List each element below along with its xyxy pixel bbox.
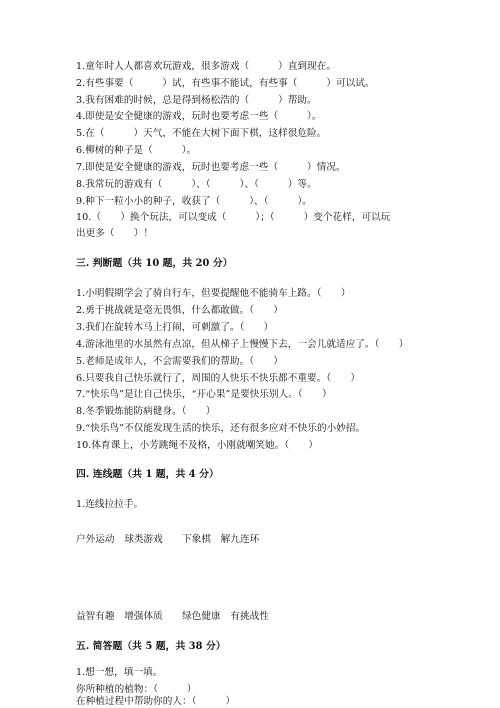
judge-item: 3.我们在旋转木马上打闹，可刺激了。（ ） bbox=[76, 322, 274, 333]
section-title-judge: 三. 判断题（共 10 题，共 20 分） bbox=[76, 258, 233, 269]
short-answer-line: 你所种植的植物：（ ） bbox=[76, 684, 197, 695]
fill-blank-item: 8.我常玩的游戏有（ ）、（ ）、（ ）等。 bbox=[76, 179, 317, 190]
fill-blank-item: 10.（ ）换个玩法，可以变成（ ）；（ ）变个花样，可以玩 bbox=[76, 212, 391, 223]
short-answer-question: 1.想一想，填一填。 bbox=[76, 667, 163, 678]
fill-blank-item: 5.在（ ）天气，不能在大树下面下棋，这样很危险。 bbox=[76, 128, 327, 139]
short-answer-line: 在种植过程中帮助你的人：（ ） bbox=[76, 696, 236, 707]
judge-item: 6.只要我自己快乐就行了，周围的人快乐不快乐都不重要。（ ） bbox=[76, 373, 361, 384]
judge-item: 10.体育课上，小芳跳绳不及格，小刚就嘲笑她。（ ） bbox=[76, 440, 319, 451]
fill-blank-item: 9.种下一粒小小的种子，收获了（ ）、（ ）。 bbox=[76, 196, 312, 207]
fill-blank-item: 出更多（ ）！ bbox=[76, 228, 154, 239]
section-title-connect: 四. 连线题（共 1 题，共 4 分） bbox=[76, 469, 219, 480]
fill-blank-item: 1.童年时人人都喜欢玩游戏，很多游戏（ ）直到现在。 bbox=[76, 61, 336, 72]
judge-item: 8.冬季锻炼能防病健身。（ ） bbox=[76, 406, 216, 417]
connect-bottom-row: 益智有趣 增强体质 绿色健康 有挑战性 bbox=[76, 611, 269, 622]
fill-blank-item: 2.有些事要（ ）试，有些事不能试，有些事（ ）可以试。 bbox=[76, 78, 375, 89]
section-title-short-answer: 五. 简答题（共 5 题，共 38 分） bbox=[76, 641, 226, 652]
judge-item: 4.游泳池里的水虽然有点凉，但从梯子上慢慢下去，一会儿就适应了。（ ） bbox=[76, 339, 409, 350]
fill-blank-item: 7.即使是安全健康的游戏，玩时也要考虑一些（ ）情况。 bbox=[76, 162, 346, 173]
judge-item: 5.老师是成年人，不会需要我们的帮助。（ ） bbox=[76, 356, 283, 367]
judge-item: 2.勇于挑战就是毫无畏惧，什么都敢做。（ ） bbox=[76, 305, 283, 316]
fill-blank-item: 3.我有困难的时候，总是得到杨松浩的（ ）帮助。 bbox=[76, 95, 317, 106]
judge-item: 9.“快乐鸟”不仅能发现生活的快乐，还有很多应对不快乐的小妙招。 bbox=[76, 423, 366, 434]
judge-item: 7.“快乐鸟”是让自己快乐，“开心果”是要快乐别人。（ ） bbox=[76, 389, 332, 400]
judge-item: 1.小明假期学会了骑自行车，但要提醒他不能骑车上路。（ ） bbox=[76, 288, 351, 299]
connect-top-row: 户外运动 球类游戏 下象棋 解九连环 bbox=[76, 534, 260, 545]
fill-blank-item: 6.柳树的种子是（ ）。 bbox=[76, 145, 197, 156]
connect-question: 1.连线拉拉手。 bbox=[76, 499, 144, 510]
fill-blank-item: 4.即使是安全健康的游戏，玩时也要考虑一些（ ）。 bbox=[76, 111, 322, 122]
